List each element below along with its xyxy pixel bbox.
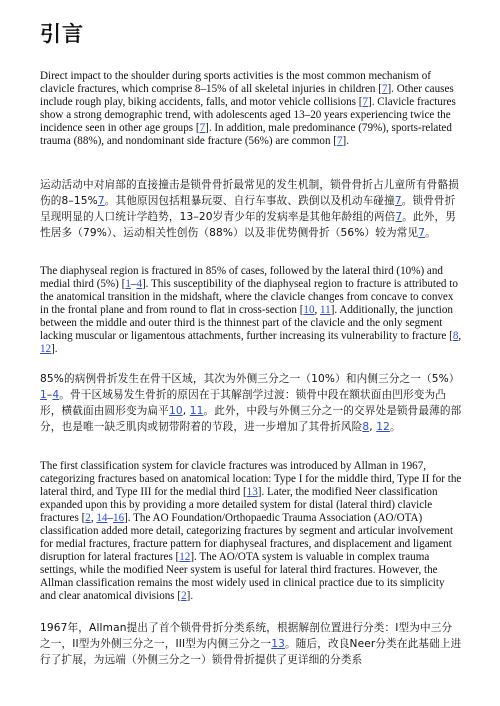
citation-link[interactable]: 2 <box>85 512 91 524</box>
citation-link[interactable]: 10 <box>168 405 183 417</box>
text: , <box>458 330 462 342</box>
citation-link[interactable]: 7 <box>199 122 206 134</box>
citation-link[interactable]: 13 <box>246 486 258 498</box>
text: The diaphyseal region is fractured in 85% of cases, followed by the lateral third (10%) and medial third (5%) [ <box>40 265 443 290</box>
citation-link[interactable]: 7 <box>418 227 426 239</box>
citation-link[interactable]: 11 <box>189 405 204 417</box>
paragraph-en-2 <box>40 265 462 356</box>
text: 。 <box>425 227 436 239</box>
text: 。随后，改良Neer分类在此基础上进行了扩展，为远端（外侧三分之一）锁骨骨折提供了更详细的分类系 <box>40 638 462 666</box>
text: ]. The AO/OTA system is valuable in complex trauma settings, while the modified Neer system is useful for lateral third fractures. However, the Allman classification remains the most widely used in clinical practice due to its simplicity and clear anatomical divisions [ <box>40 551 445 602</box>
text: ]. <box>51 343 58 355</box>
text: ]. <box>342 135 349 147</box>
text: 运动活动中对肩部的直接撞击是锁骨骨折最常见的发生机制，锁骨骨折占儿童所有骨骼损伤的8–15% <box>40 179 460 207</box>
citation-link[interactable]: 8 <box>452 330 459 342</box>
citation-link[interactable]: 7 <box>97 195 105 207</box>
text: 。此外，中段与外侧三分之一的交界处是锁骨最薄的部分，也是唯一缺乏肌肉或韧带附着的节段，进一步增加了其骨折风险 <box>40 405 462 433</box>
text: ]. Additionally, the junction between the middle and outer third is the thinnest part of the clavicle and the only segment lacking muscular or ligamentous attachments, further increasing its vulnerability to fracture [ <box>40 304 453 342</box>
citation-link[interactable]: 10 <box>303 304 315 316</box>
paragraph-zh-2 <box>40 371 462 435</box>
text: 。此外，男性居多（79%）、运动相关性创伤（88%）以及非优势侧骨折（56%）较为常见 <box>40 211 456 239</box>
text: ]. Later, the modified Neer classification expanded upon this by providing a more detailed system for distal (lateral third) clavicle fractures [ <box>40 486 438 524</box>
citation-link[interactable]: 12 <box>179 551 191 563</box>
text: The first classification system for clavicle fractures was introduced by Allman in 1967, categorizing fractures based on anatomical location: Type I for the middle third, Type II for the lateral third, and Type III for the medial third [ <box>40 460 462 498</box>
text: ]. The AO Foundation/Orthopaedic Trauma Association (AO/OTA) classification added more detail, categorizing fractures by segment and articular involvement for medial fractures, fracture pattern for diaphyseal fractures, and displacement and ligament disruption for lateral fractures [ <box>40 512 454 563</box>
citation-link[interactable]: 2 <box>181 590 187 602</box>
citation-link[interactable]: 11 <box>320 304 331 316</box>
section-heading: 引言 <box>40 22 84 46</box>
citation-link[interactable]: 14 <box>96 512 108 524</box>
text: 。骨干区域易发生骨折的原因在于其解剖学过渡：锁骨中段在额状面由凹形变为凸形，横截面由圆形变为扁平 <box>40 389 447 417</box>
paragraph-en-3 <box>40 460 462 603</box>
citation-link[interactable]: 16 <box>113 512 125 524</box>
citation-link[interactable]: 8 <box>362 421 370 433</box>
citation-link[interactable]: 1 <box>40 389 47 401</box>
text: ]. This susceptibility of the diaphyseal region to fracture is attributed to the anatomical transition in the midshaft, where the clavicle changes from concave to convex in the frontal plane and from round to flat in cross-section [ <box>40 278 458 316</box>
text: , <box>314 304 321 316</box>
citation-link[interactable]: 7 <box>362 96 369 108</box>
citation-link[interactable]: 7 <box>395 211 403 223</box>
text: , <box>90 512 97 524</box>
citation-link[interactable]: 7 <box>336 135 343 147</box>
text: , <box>369 421 377 433</box>
text: ]. In addition, male predominance (79%), sports-related trauma (88%), and nondominant side fracture (56%) are common [ <box>40 122 452 147</box>
paragraph-zh-1 <box>40 177 462 241</box>
text: 。其他原因包括粗暴玩耍、自行车事故、跌倒以及机动车碰撞 <box>104 195 395 207</box>
text: 。 <box>390 421 401 433</box>
citation-link[interactable]: 12 <box>40 343 52 355</box>
paragraph-zh-3 <box>40 620 462 672</box>
text: ]. Other causes include rough play, biking accidents, falls, and motor vehicle collisions [ <box>40 83 454 108</box>
text: , <box>182 405 190 417</box>
text: ]. <box>186 590 194 602</box>
text: – <box>46 389 53 401</box>
citation-link[interactable]: 7 <box>381 83 388 95</box>
text: 85%的病例骨折发生在骨干区域，其次为外侧三分之一（10%）和内侧三分之一（5%） <box>40 373 460 385</box>
text: 1967年，Allman提出了首个锁骨骨折分类系统，根据解剖位置进行分类：I型为中三分之一，II型为外侧三分之一，III型为内侧三分之一 <box>40 622 453 650</box>
text: 。锁骨骨折呈现明显的人口统计学趋势，13–20岁青少年的发病率是其他年龄组的两倍 <box>40 195 456 223</box>
text: Direct impact to the shoulder during sports activities is the most common mechanism of clavicle fractures, which comprise 8–15% of all skeletal injuries in children [ <box>40 70 431 95</box>
citation-link[interactable]: 12 <box>376 421 391 433</box>
citation-link[interactable]: 1 <box>125 278 131 290</box>
paragraph-en-1 <box>40 70 462 148</box>
citation-link[interactable]: 4 <box>136 278 142 290</box>
text: – <box>130 278 137 290</box>
citation-link[interactable]: 4 <box>52 389 60 401</box>
citation-link[interactable]: 13 <box>271 638 286 650</box>
text: ]. Clavicle fractures show a strong demographic trend, with adolescents aged 13–20 years experiencing twice the incidence seen in other age groups [ <box>40 96 456 134</box>
text: – <box>107 512 114 524</box>
citation-link[interactable]: 7 <box>394 195 402 207</box>
